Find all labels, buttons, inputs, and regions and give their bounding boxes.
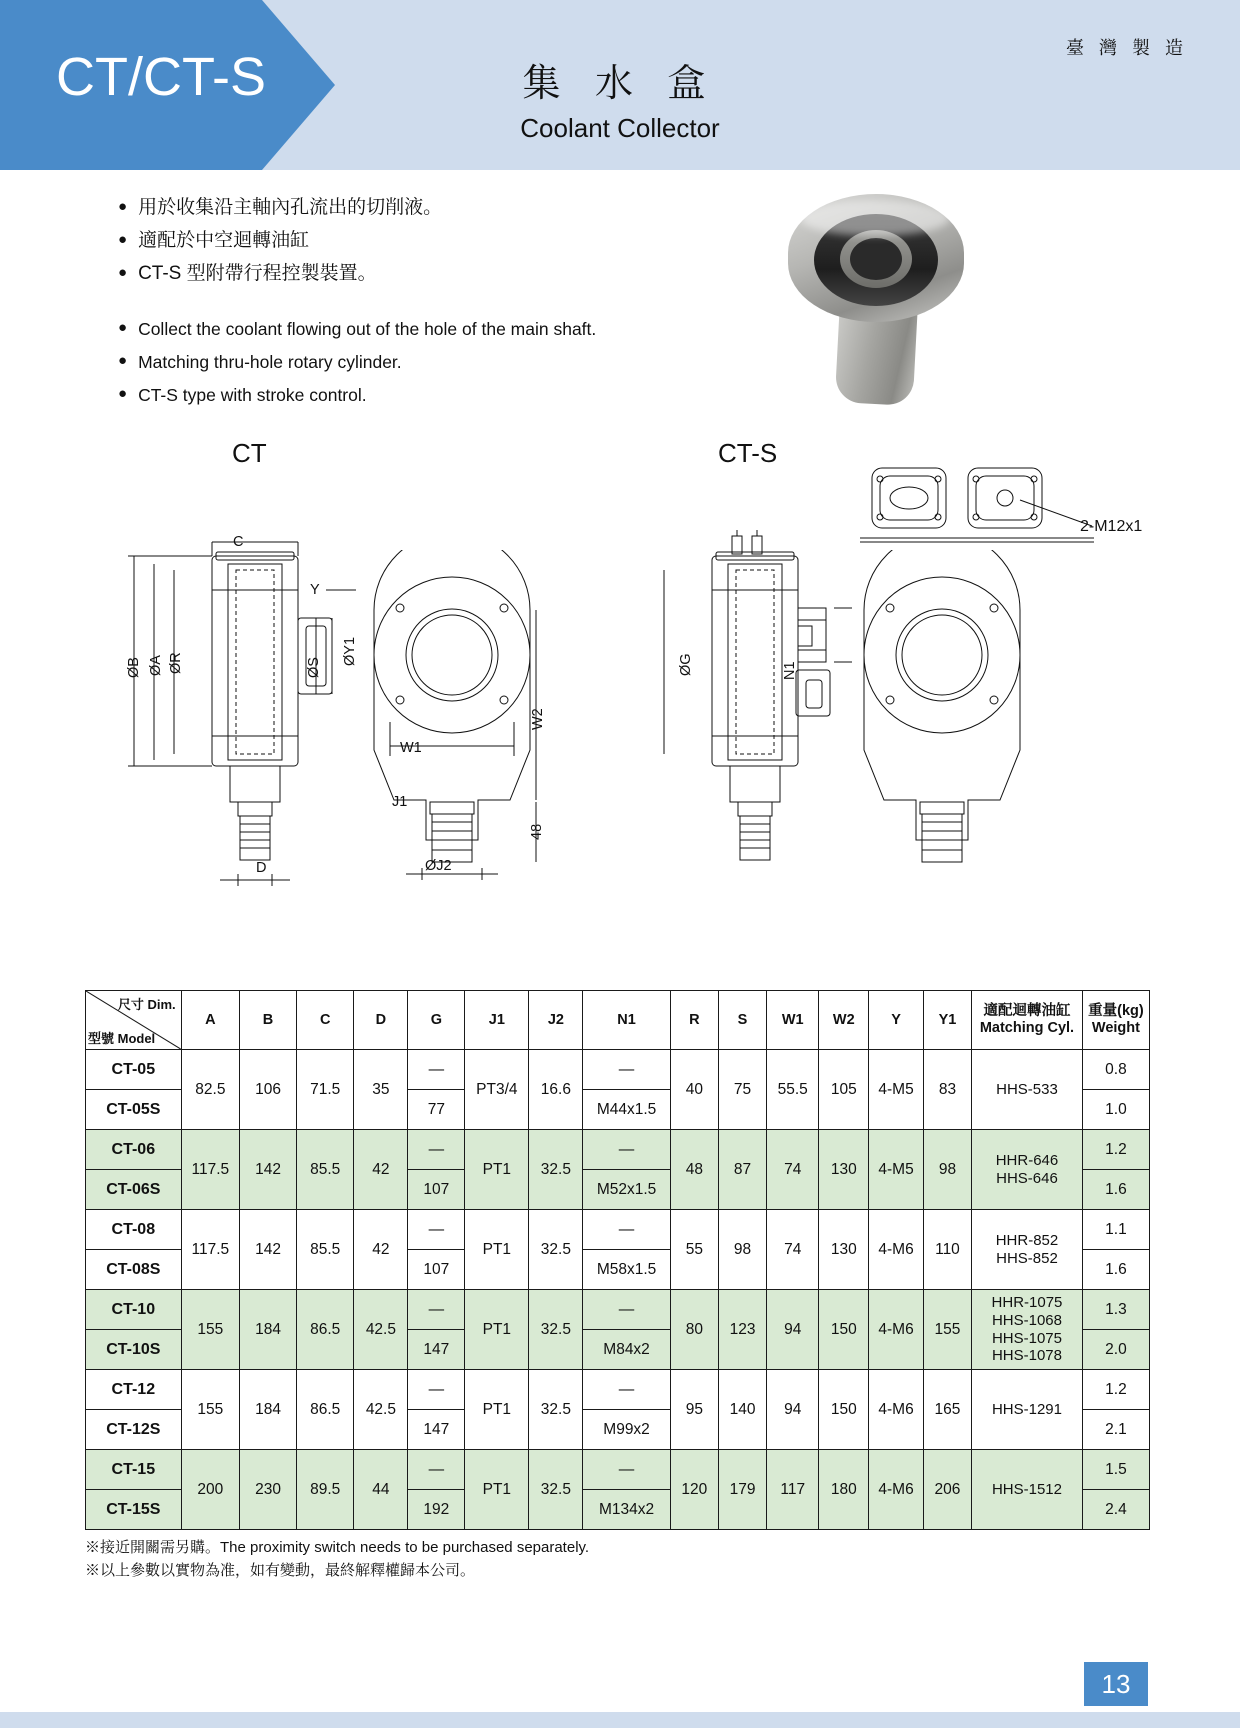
corner-model-label: 型號 Model [88, 1031, 156, 1046]
table-row [86, 1210, 1150, 1250]
cell-A: 82.5 [181, 1050, 239, 1130]
cell-J2: 32.5 [529, 1450, 583, 1530]
th-weight-cn: 重量(kg) [1088, 1003, 1144, 1020]
list-item [118, 229, 758, 253]
th-matching-cylinder [972, 991, 1083, 1050]
footnote-1: ※接近開關需另購。The proximity switch needs to be purchased separately. [85, 1539, 590, 1556]
cell-C: 71.5 [296, 1050, 353, 1130]
drawing-area [0, 430, 1240, 970]
cell-model: CT-10S [86, 1330, 182, 1370]
cell-D: 42 [354, 1210, 408, 1290]
table-row [86, 1290, 1150, 1330]
cell-B: 142 [240, 1210, 297, 1290]
feature-text: Matching thru-hole rotary cylinder. [138, 352, 402, 372]
cell-weight-bottom: 1.6 [1082, 1170, 1149, 1210]
cell-B: 142 [240, 1130, 297, 1210]
dim-j1: J1 [392, 794, 408, 810]
dim-w1: W1 [400, 740, 422, 756]
table-row [86, 1370, 1150, 1410]
page-title-en: Coolant Collector [520, 113, 720, 143]
cell-S: 87 [718, 1130, 766, 1210]
cell-model: CT-05 [86, 1050, 182, 1090]
cell-D: 42 [354, 1130, 408, 1210]
cell-weight-bottom: 2.0 [1082, 1330, 1149, 1370]
cell-W1: 117 [767, 1450, 819, 1530]
cell-J2: 32.5 [529, 1290, 583, 1370]
list-item [118, 196, 758, 220]
ct-end-view [360, 550, 590, 890]
cell-D: 42.5 [354, 1290, 408, 1370]
matching-cylinder-value: HHS-1068 [991, 1311, 1062, 1329]
cell-matching-cylinder [972, 1050, 1083, 1130]
dim-ob: ØB [126, 657, 142, 678]
cell-Y: 4-M6 [869, 1370, 924, 1450]
cell-W1: 74 [767, 1130, 819, 1210]
cell-W1: 94 [767, 1290, 819, 1370]
matching-cylinder-value: HHS-646 [996, 1169, 1058, 1187]
bullet-icon: ● [118, 385, 128, 402]
cell-W2: 180 [819, 1450, 869, 1530]
cell-A: 117.5 [181, 1210, 239, 1290]
cell-C: 86.5 [296, 1370, 353, 1450]
cell-model: CT-15S [86, 1490, 182, 1530]
table-row [86, 1130, 1150, 1170]
cell-N1-top: — [583, 1210, 670, 1250]
cell-Y: 4-M5 [869, 1050, 924, 1130]
cell-weight-bottom: 2.4 [1082, 1490, 1149, 1530]
cell-G-bottom: 107 [408, 1170, 465, 1210]
dim-oa: ØA [148, 655, 164, 676]
cell-weight-top: 1.2 [1082, 1370, 1149, 1410]
feature-text: 適配於中空迴轉油缸 [138, 230, 310, 251]
cell-model: CT-10 [86, 1290, 182, 1330]
cell-J2: 32.5 [529, 1210, 583, 1290]
cell-W2: 150 [819, 1370, 869, 1450]
th-B: B [240, 991, 297, 1050]
cell-weight-top: 1.5 [1082, 1450, 1149, 1490]
matching-cylinder-value: HHS-1075 [991, 1329, 1062, 1347]
cell-S: 179 [718, 1450, 766, 1530]
dim-og: ØG [678, 653, 694, 676]
cell-weight-top: 0.8 [1082, 1050, 1149, 1090]
th-R: R [670, 991, 718, 1050]
table-corner-header [86, 991, 182, 1050]
th-W2: W2 [819, 991, 869, 1050]
cell-G-bottom: 107 [408, 1250, 465, 1290]
cell-J1: PT1 [465, 1370, 529, 1450]
cell-G-top: — [408, 1370, 465, 1410]
cell-Y: 4-M5 [869, 1130, 924, 1210]
th-Y: Y [869, 991, 924, 1050]
cell-R: 40 [670, 1050, 718, 1130]
cell-weight-bottom: 1.0 [1082, 1090, 1149, 1130]
th-J1: J1 [465, 991, 529, 1050]
cell-D: 42.5 [354, 1370, 408, 1450]
th-matching-cylinder-cn: 適配迴轉油缸 [983, 1003, 1071, 1020]
footnote-2: ※以上參數以實物為准，如有變動，最終解釋權歸本公司。 [85, 1562, 476, 1580]
cell-C: 86.5 [296, 1290, 353, 1370]
cell-W1: 94 [767, 1370, 819, 1450]
matching-cylinder-value: HHR-646 [995, 1151, 1059, 1169]
cell-W2: 130 [819, 1130, 869, 1210]
cell-J1: PT1 [465, 1130, 529, 1210]
footer-band [0, 1712, 1240, 1728]
cell-W2: 105 [819, 1050, 869, 1130]
cell-N1-bottom: M99x2 [583, 1410, 670, 1450]
matching-cylinder-value: HHR-1075 [991, 1294, 1063, 1312]
cell-N1-bottom: M44x1.5 [583, 1090, 670, 1130]
cell-J1: PT1 [465, 1450, 529, 1530]
cell-C: 85.5 [296, 1210, 353, 1290]
dim-oy1: ØY1 [342, 636, 358, 666]
cell-N1-top: — [583, 1450, 670, 1490]
th-W1: W1 [767, 991, 819, 1050]
table-body [86, 1050, 1150, 1530]
dim-y: Y [310, 582, 320, 598]
cell-B: 184 [240, 1370, 297, 1450]
cell-Y1: 110 [923, 1210, 971, 1290]
cell-S: 98 [718, 1210, 766, 1290]
cell-Y: 4-M6 [869, 1290, 924, 1370]
cell-G-bottom: 147 [408, 1410, 465, 1450]
cell-J2: 16.6 [529, 1050, 583, 1130]
cell-R: 120 [670, 1450, 718, 1530]
cell-N1-bottom: M58x1.5 [583, 1250, 670, 1290]
model-title: CT/CT-S [56, 47, 266, 107]
feature-text: CT-S 型附帶行程控製裝置。 [138, 263, 377, 284]
feature-list [118, 196, 758, 416]
cell-G-top: — [408, 1210, 465, 1250]
cell-C: 85.5 [296, 1130, 353, 1210]
cell-model: CT-06 [86, 1130, 182, 1170]
cell-G-top: — [408, 1050, 465, 1090]
cell-weight-bottom: 2.1 [1082, 1410, 1149, 1450]
cell-A: 155 [181, 1290, 239, 1370]
matching-cylinder-value: HHS-1291 [991, 1400, 1062, 1418]
cell-N1-top: — [583, 1130, 670, 1170]
matching-cylinder-value: HHS-1078 [991, 1347, 1062, 1365]
product-photo-highlight [800, 200, 950, 236]
cell-S: 123 [718, 1290, 766, 1370]
bullet-icon: ● [118, 264, 128, 281]
cell-G-top: — [408, 1450, 465, 1490]
th-matching-cylinder-en: Matching Cyl. [979, 1020, 1075, 1036]
page-title-cn: 集 水 盒 [522, 63, 718, 105]
cell-W2: 130 [819, 1210, 869, 1290]
spec-table [85, 990, 1150, 1530]
cell-G-top: — [408, 1130, 465, 1170]
dim-or: ØR [168, 652, 184, 674]
cell-Y1: 155 [923, 1290, 971, 1370]
cell-model: CT-05S [86, 1090, 182, 1130]
cell-A: 155 [181, 1370, 239, 1450]
th-S: S [718, 991, 766, 1050]
dim-w2: W2 [530, 708, 546, 730]
list-item [118, 350, 758, 374]
cell-D: 35 [354, 1050, 408, 1130]
cell-weight-top: 1.2 [1082, 1130, 1149, 1170]
cell-N1-bottom: M84x2 [583, 1330, 670, 1370]
cell-model: CT-12S [86, 1410, 182, 1450]
list-item [118, 317, 758, 341]
feature-text: 用於收集沿主軸內孔流出的切削液。 [138, 197, 443, 218]
th-J2: J2 [529, 991, 583, 1050]
table-head [86, 991, 1150, 1050]
dim-n1: N1 [782, 661, 798, 680]
cell-B: 106 [240, 1050, 297, 1130]
cell-B: 230 [240, 1450, 297, 1530]
cell-R: 55 [670, 1210, 718, 1290]
cell-S: 140 [718, 1370, 766, 1450]
cell-Y1: 98 [923, 1130, 971, 1210]
table-row [86, 1050, 1150, 1090]
cell-R: 80 [670, 1290, 718, 1370]
list-item [118, 383, 758, 407]
cell-J1: PT3/4 [465, 1050, 529, 1130]
cell-W1: 74 [767, 1210, 819, 1290]
drawing-label-ct: CT [232, 438, 267, 468]
cell-matching-cylinder [972, 1130, 1083, 1210]
cell-N1-top: — [583, 1370, 670, 1410]
th-weight-en: Weight [1091, 1020, 1140, 1036]
cell-weight-top: 1.3 [1082, 1290, 1149, 1330]
cell-model: CT-15 [86, 1450, 182, 1490]
cell-N1-bottom: M52x1.5 [583, 1170, 670, 1210]
corner-dim-label: 尺寸 Dim. [117, 997, 176, 1012]
matching-cylinder-value: HHS-1512 [991, 1480, 1062, 1498]
cell-weight-bottom: 1.6 [1082, 1250, 1149, 1290]
footnotes [85, 1536, 589, 1583]
feature-text: Collect the coolant flowing out of the hole of the main shaft. [138, 319, 597, 339]
dim-c: C [233, 534, 244, 550]
cell-matching-cylinder [972, 1290, 1083, 1370]
cell-Y1: 165 [923, 1370, 971, 1450]
cell-model: CT-08 [86, 1210, 182, 1250]
bullet-icon: ● [118, 319, 128, 336]
th-weight [1082, 991, 1149, 1050]
cell-J1: PT1 [465, 1210, 529, 1290]
feature-text: CT-S type with stroke control. [138, 385, 367, 405]
callout-2m12x1: 2-M12x1 [1080, 518, 1143, 535]
bullet-icon: ● [118, 198, 128, 215]
cell-matching-cylinder [972, 1210, 1083, 1290]
cell-model: CT-06S [86, 1170, 182, 1210]
cell-G-bottom: 147 [408, 1330, 465, 1370]
cell-J1: PT1 [465, 1290, 529, 1370]
cell-Y: 4-M6 [869, 1450, 924, 1530]
matching-cylinder-value: HHR-852 [995, 1231, 1059, 1249]
cell-A: 117.5 [181, 1130, 239, 1210]
dim-os: ØS [306, 657, 322, 678]
cell-G-top: — [408, 1290, 465, 1330]
matching-cylinder-value: HHS-533 [996, 1080, 1058, 1098]
made-in-label: 臺 灣 製 造 [1065, 38, 1188, 58]
th-A: A [181, 991, 239, 1050]
cell-C: 89.5 [296, 1450, 353, 1530]
th-G: G [408, 991, 465, 1050]
cell-N1-top: — [583, 1050, 670, 1090]
table-header-row [86, 991, 1150, 1050]
cts-end-view [850, 550, 1080, 890]
cell-A: 200 [181, 1450, 239, 1530]
cell-R: 95 [670, 1370, 718, 1450]
cell-J2: 32.5 [529, 1370, 583, 1450]
cell-G-bottom: 77 [408, 1090, 465, 1130]
cell-Y1: 206 [923, 1450, 971, 1530]
dimension-table [85, 990, 1150, 1530]
cell-weight-top: 1.1 [1082, 1210, 1149, 1250]
dim-48: 48 [529, 823, 545, 840]
cell-matching-cylinder [972, 1450, 1083, 1530]
page-header [0, 0, 1240, 170]
cell-W1: 55.5 [767, 1050, 819, 1130]
cell-model: CT-12 [86, 1370, 182, 1410]
cell-N1-bottom: M134x2 [583, 1490, 670, 1530]
th-C: C [296, 991, 353, 1050]
product-photo-center-hole [850, 238, 902, 280]
page-number: 13 [1084, 1662, 1148, 1706]
cell-J2: 32.5 [529, 1130, 583, 1210]
cell-matching-cylinder [972, 1370, 1083, 1450]
bullet-icon: ● [118, 352, 128, 369]
cell-R: 48 [670, 1130, 718, 1210]
cell-model: CT-08S [86, 1250, 182, 1290]
list-item [118, 262, 758, 286]
drawing-label-cts: CT-S [718, 438, 778, 468]
cell-Y1: 83 [923, 1050, 971, 1130]
bullet-icon: ● [118, 231, 128, 248]
table-row [86, 1450, 1150, 1490]
dim-oj2: ØJ2 [425, 858, 452, 874]
cell-Y: 4-M6 [869, 1210, 924, 1290]
matching-cylinder-value: HHS-852 [996, 1249, 1058, 1267]
cell-D: 44 [354, 1450, 408, 1530]
th-D: D [354, 991, 408, 1050]
product-photo [770, 190, 980, 415]
cell-N1-top: — [583, 1290, 670, 1330]
cell-G-bottom: 192 [408, 1490, 465, 1530]
th-N1: N1 [583, 991, 670, 1050]
cell-B: 184 [240, 1290, 297, 1370]
cell-S: 75 [718, 1050, 766, 1130]
th-Y1: Y1 [923, 991, 971, 1050]
dim-d: D [256, 860, 267, 876]
cell-W2: 150 [819, 1290, 869, 1370]
